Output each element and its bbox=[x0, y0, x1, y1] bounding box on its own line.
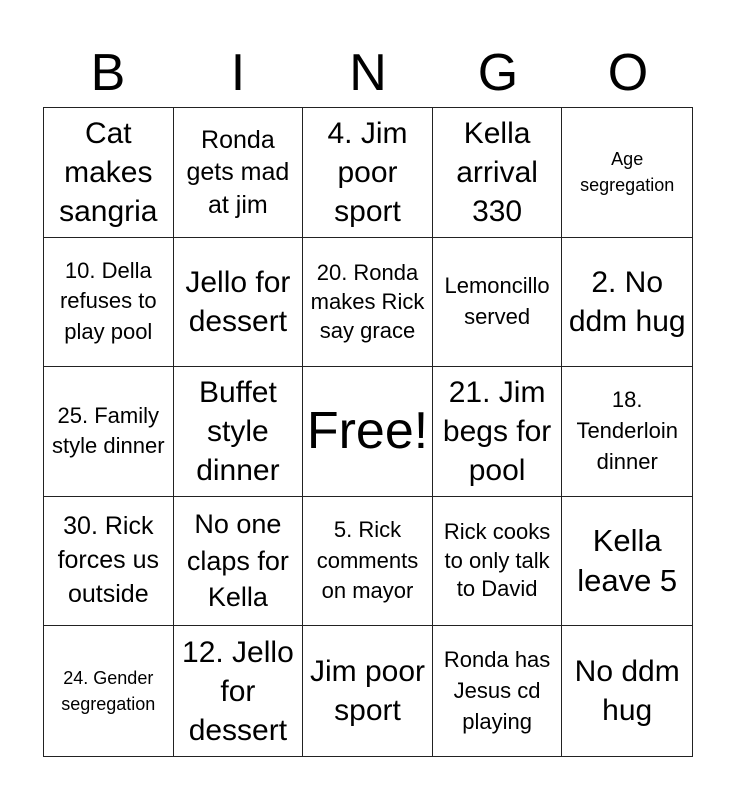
bingo-cell-r2c4[interactable] bbox=[433, 238, 563, 368]
cell-text: Rick cooks to only talk to David bbox=[443, 519, 551, 602]
bingo-cell-r3c5[interactable] bbox=[562, 367, 692, 497]
bingo-cell-r5c2[interactable] bbox=[174, 626, 304, 756]
bingo-cell-r5c4[interactable] bbox=[433, 626, 563, 756]
bingo-cell-r4c1[interactable] bbox=[44, 497, 174, 627]
cell-text: 18. Tenderloin dinner bbox=[576, 387, 678, 474]
bingo-cell-r5c5[interactable] bbox=[562, 626, 692, 756]
bingo-cell-r1c2[interactable] bbox=[174, 108, 304, 238]
cell-text: Jim poor sport bbox=[309, 655, 426, 728]
cell-text: No one claps for Kella bbox=[186, 509, 289, 613]
cell-text: Kella leave 5 bbox=[577, 522, 678, 599]
cell-text: Lemoncillo served bbox=[444, 273, 550, 329]
bingo-cell-r2c5[interactable] bbox=[562, 238, 692, 368]
cell-text: Jello for dessert bbox=[185, 265, 291, 338]
bingo-cell-r3c4[interactable] bbox=[433, 367, 563, 497]
bingo-cell-r2c1[interactable] bbox=[44, 238, 174, 368]
header-letter-n: N bbox=[349, 44, 387, 102]
free-space[interactable] bbox=[303, 367, 433, 497]
bingo-cell-r1c4[interactable] bbox=[433, 108, 563, 238]
cell-text: Cat makes sangria bbox=[59, 116, 158, 228]
bingo-cell-r4c5[interactable] bbox=[562, 497, 692, 627]
cell-text: Ronda has Jesus cd playing bbox=[443, 647, 551, 734]
bingo-cell-r4c3[interactable] bbox=[303, 497, 433, 627]
cell-text: 2. No ddm hug bbox=[568, 265, 686, 338]
cell-text: 25. Family style dinner bbox=[52, 402, 165, 459]
bingo-cell-r1c1[interactable] bbox=[44, 108, 174, 238]
bingo-cell-r5c3[interactable] bbox=[303, 626, 433, 756]
bingo-cell-r3c1[interactable] bbox=[44, 367, 174, 497]
bingo-header bbox=[43, 38, 693, 108]
bingo-cell-r4c4[interactable] bbox=[433, 497, 563, 627]
bingo-cell-r5c1[interactable] bbox=[44, 626, 174, 756]
bingo-board bbox=[43, 107, 693, 757]
cell-text: 4. Jim poor sport bbox=[327, 116, 408, 228]
bingo-cell-r1c3[interactable] bbox=[303, 108, 433, 238]
cell-text: 12. Jello for dessert bbox=[182, 635, 294, 747]
bingo-cell-r2c3[interactable] bbox=[303, 238, 433, 368]
free-space-label: Free! bbox=[306, 401, 429, 460]
cell-text: Ronda gets mad at jim bbox=[186, 125, 290, 219]
bingo-cell-r4c2[interactable] bbox=[174, 497, 304, 627]
cell-text: Age segregation bbox=[580, 149, 675, 196]
cell-text: 21. Jim begs for pool bbox=[442, 375, 552, 487]
cell-text: Kella arrival 330 bbox=[456, 116, 538, 228]
header-letter-b: B bbox=[90, 44, 126, 102]
bingo-cell-r2c2[interactable] bbox=[174, 238, 304, 368]
header-letter-i: I bbox=[230, 44, 246, 102]
bingo-cell-r3c2[interactable] bbox=[174, 367, 304, 497]
cell-text: 10. Della refuses to play pool bbox=[59, 257, 157, 345]
bingo-cell-r1c5[interactable] bbox=[562, 108, 692, 238]
cell-text: 5. Rick comments on mayor bbox=[316, 516, 419, 604]
cell-text: Buffet style dinner bbox=[196, 375, 280, 487]
cell-text: No ddm hug bbox=[574, 655, 680, 728]
cell-text: 24. Gender segregation bbox=[61, 668, 156, 715]
cell-text: 20. Ronda makes Rick say grace bbox=[310, 260, 425, 344]
header-letter-o: O bbox=[607, 44, 649, 102]
cell-text: 30. Rick forces us outside bbox=[57, 512, 160, 608]
header-letter-g: G bbox=[477, 44, 519, 102]
